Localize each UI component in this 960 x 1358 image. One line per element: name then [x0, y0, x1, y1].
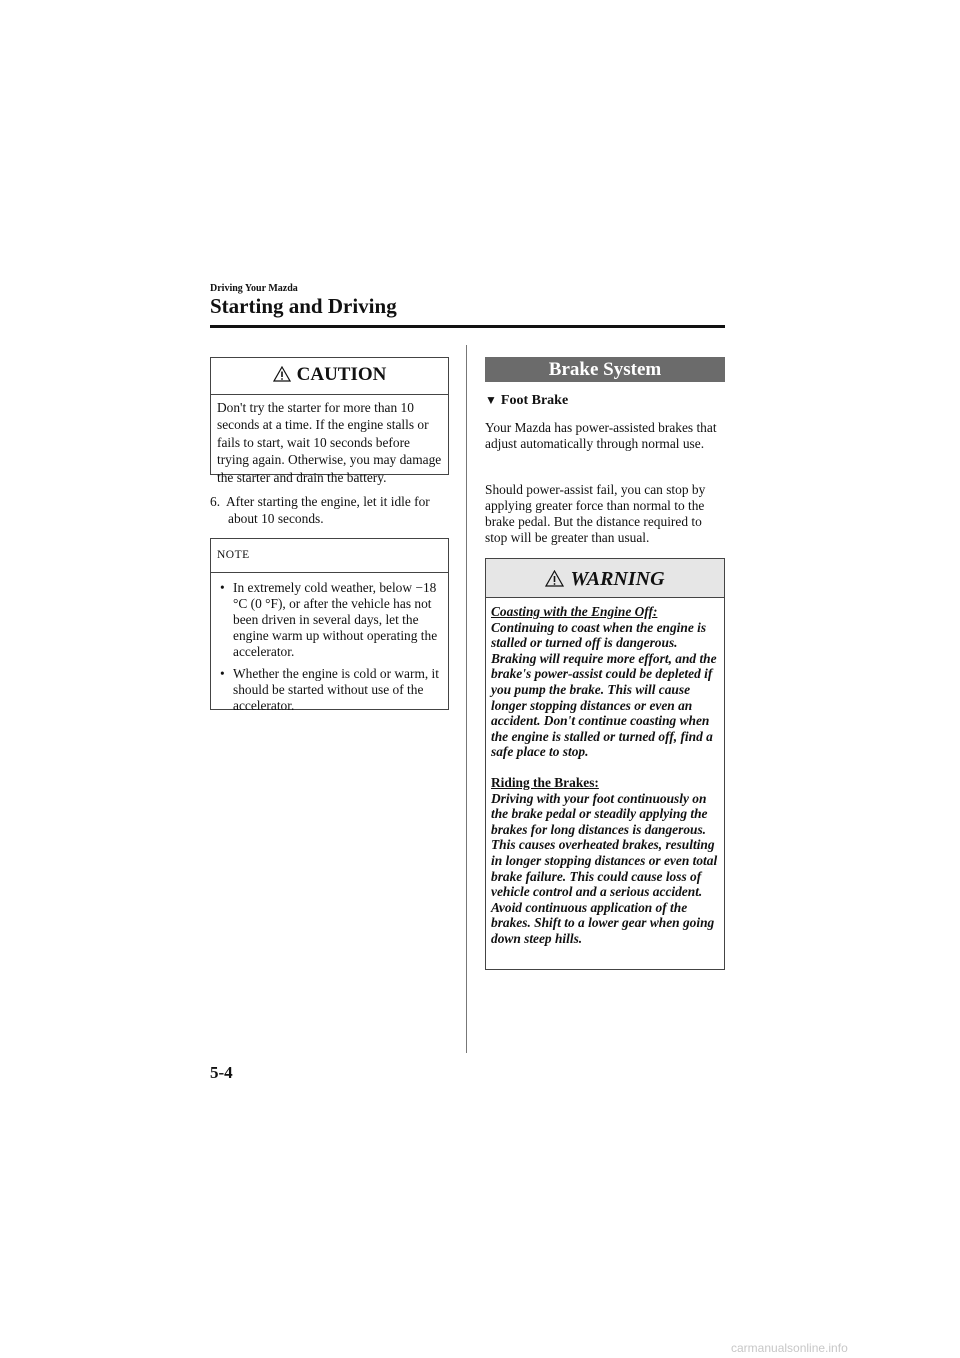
warning-body: [486, 598, 724, 946]
warning-spacer: [491, 760, 719, 775]
step-line-2: about 10 seconds.: [228, 511, 324, 527]
brake-paragraph-1: Your Mazda has power-assisted brakes that adjust automatically through normal use.: [485, 420, 717, 451]
section-label: Driving Your Mazda: [210, 283, 298, 294]
step-number: 6.: [210, 494, 221, 509]
warning-triangle-icon: [545, 561, 564, 601]
caution-box: [210, 357, 449, 485]
page-title: Starting and Driving: [210, 294, 397, 318]
header-rule: [210, 325, 725, 328]
note-box: [210, 538, 449, 713]
caution-heading: [211, 364, 448, 388]
warning-block-1-title: Coasting with the Engine Off:: [491, 604, 658, 619]
warning-heading: [486, 559, 724, 598]
caution-label: CAUTION: [296, 364, 387, 385]
warning-block-1-text: Continuing to coast when the engine is stalled or turned off is dangerous. Braking will require more effort, and the brake's power-assist could be depleted if you pump the brake. This will cause longer stopping distances or even an accident. Don't continue coasting when the engine is stalled or turned off, find a safe place to stop.: [491, 619, 717, 760]
column-divider: [466, 345, 467, 1053]
brake-system-banner: Brake System: [485, 357, 725, 382]
step-line-1: After starting the engine, let it idle for: [226, 494, 430, 509]
warning-triangle-icon: [273, 366, 291, 388]
foot-brake-heading: [485, 393, 568, 409]
warning-label: WARNING: [570, 568, 665, 590]
warning-block-2-text: Driving with your foot continuously on the brake pedal or steadily applying the brakes for long distances is dangerous. This causes overheated brakes, resulting in longer stopping distances or even total brake failure. This could cause loss of vehicle control and a serious accident. Avoid continuous application of the brakes. Shift to a lower gear when going down steep hills.: [491, 790, 718, 946]
caution-text: Don't try the starter for more than 10 seconds at a time. If the engine stalls or fails to start, wait 10 seconds before trying again. Otherwise, you may damage the starter and drain the battery.: [217, 400, 442, 485]
triangle-down-icon: ▼: [485, 393, 497, 407]
brake-paragraph-2: Should power-assist fail, you can stop by applying greater force than normal to the brake pedal. But the distance required to stop will be greater than usual.: [485, 482, 706, 545]
foot-brake-label: Foot Brake: [500, 393, 569, 408]
note-list: [211, 573, 448, 714]
note-item: • Whether the engine is cold or warm, it should be started without use of the accelerator.: [217, 666, 442, 714]
watermark: carmanualsonline.info: [731, 1341, 848, 1355]
note-heading: NOTE: [217, 549, 250, 561]
note-item: • In extremely cold weather, below −18 °C (0 °F), or after the vehicle has not been driven in several days, let the engine warm up without operating the accelerator.: [217, 580, 442, 660]
page-number: 5-4: [210, 1063, 233, 1082]
warning-block-2-title: Riding the Brakes:: [491, 774, 599, 790]
step-6: [210, 493, 460, 528]
warning-box: [485, 558, 725, 970]
